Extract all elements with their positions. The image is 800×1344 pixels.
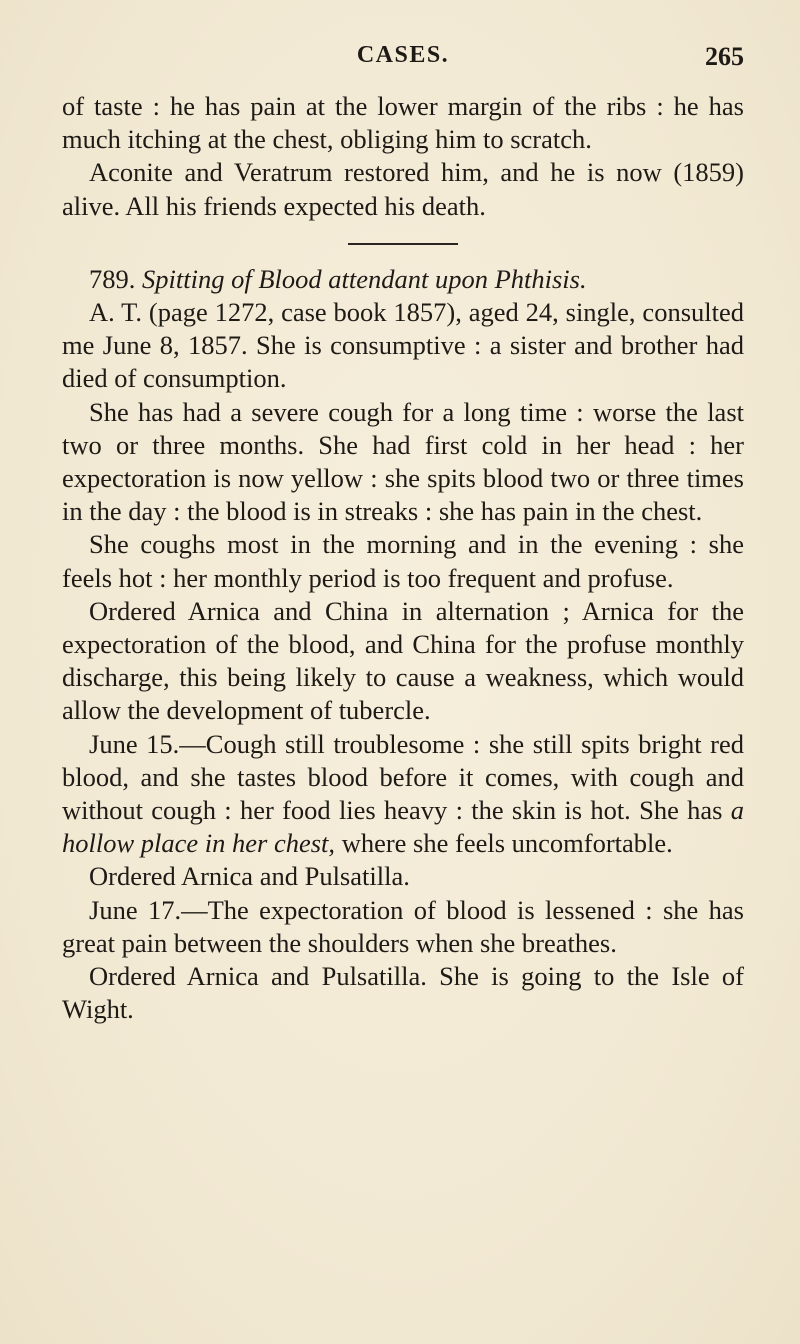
outcome-paragraph: Aconite and Veratrum restored him, and he is now (1859) alive. All his friends expected his death.	[62, 157, 744, 221]
case-order-paragraph-3: Ordered Arnica and Pulsatilla. She is going to the Isle of Wight.	[62, 961, 744, 1025]
running-title: CASES.	[356, 42, 450, 68]
case-order-paragraph-1: Ordered Arnica and China in alternation ; Arnica for the expectoration of the blood, and China for the profuse monthly discharge, this being likely to cause a weakness, which would allow the development of tubercle.	[62, 595, 744, 726]
page-header	[62, 42, 744, 78]
june15-text-start: June 15.—Cough still troublesome : she still spits bright red blood, and she tastes blood before it comes, with cough and without cough : her food lies heavy : the skin is hot. She has	[62, 728, 744, 826]
page-body	[62, 90, 744, 1026]
case-heading	[62, 263, 744, 296]
case-june15-paragraph	[62, 728, 744, 861]
case-morning-paragraph: She coughs most in the morning and in the evening : she feels hot : her monthly period is too frequent and profuse.	[62, 529, 744, 593]
case-intro-paragraph: A. T. (page 1272, case book 1857), aged 24, single, consulted me June 8, 1857. She is consumptive : a sister and brother had died of consumption.	[62, 297, 744, 394]
case-order-paragraph-2: Ordered Arnica and Pulsatilla.	[89, 861, 410, 892]
case-june17-paragraph: June 17.—The expectoration of blood is lessened : she has great pain between the shoulders when she breathes.	[62, 894, 744, 958]
case-cough-paragraph: She has had a severe cough for a long time : worse the last two or three months. She had first cold in her head : her expectoration is now yellow : she spits blood two or three times in the day : the blood is in streaks : she has pain in the chest.	[62, 396, 744, 527]
section-divider	[348, 243, 458, 245]
june15-text-end: where she feels uncomfortable.	[335, 828, 673, 859]
continuation-paragraph: of taste : he has pain at the lower margin of the ribs : he has much itching at the chest, obliging him to scratch.	[62, 91, 744, 155]
june15-italic-text: a hollow place in her chest,	[62, 795, 744, 859]
case-number: 789.	[89, 263, 136, 294]
case-title: Spitting of Blood attendant upon Phthisis.	[142, 263, 587, 294]
page-number: 265	[705, 42, 744, 71]
